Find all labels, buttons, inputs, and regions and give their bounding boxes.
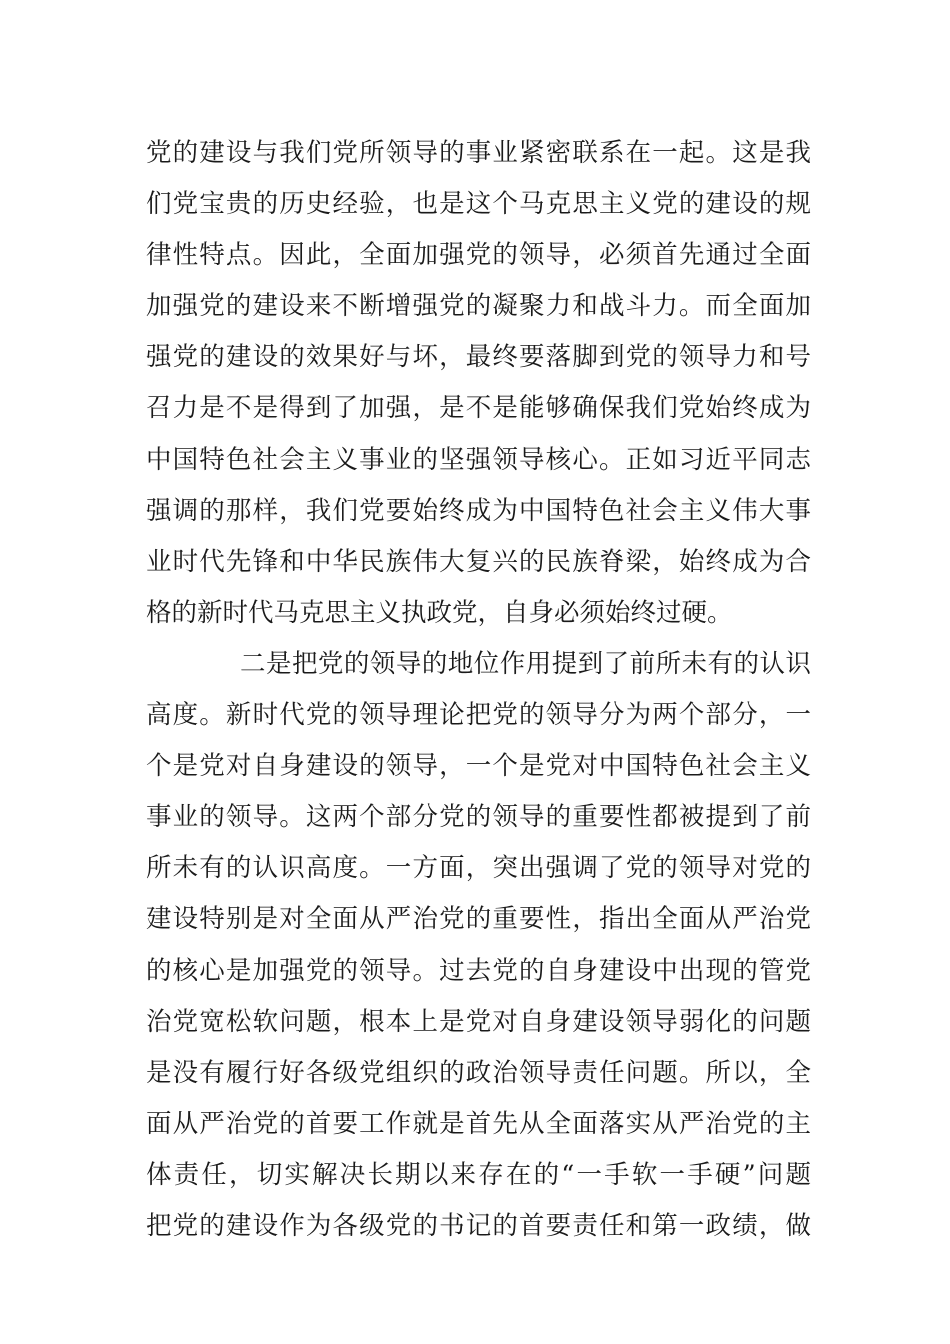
- text-line: 高度。新时代党的领导理论把党的领导分为两个部分，一: [146, 700, 811, 731]
- paragraph-first-line: 二是把党的领导的地位作用提到了前所未有的认识: [240, 648, 811, 679]
- text-line: 建设特别是对全面从严治党的重要性，指出全面从严治党: [146, 904, 811, 935]
- text-line: 治党宽松软问题，根本上是党对自身建设领导弱化的问题: [146, 1006, 811, 1037]
- text-line: 个是党对自身建设的领导，一个是党对中国特色社会主义: [146, 751, 811, 782]
- text-line: 召力是不是得到了加强，是不是能够确保我们党始终成为: [146, 393, 811, 424]
- text-line: 体责任，切实解决长期以来存在的“一手软一手硬”问题: [146, 1159, 811, 1190]
- text-line: 业时代先锋和中华民族伟大复兴的民族脊梁，始终成为合: [146, 546, 811, 577]
- text-line: 强党的建设的效果好与坏，最终要落脚到党的领导力和号: [146, 342, 811, 373]
- text-line: 把党的建设作为各级党的书记的首要责任和第一政绩，做: [146, 1210, 811, 1241]
- text-line: 们党宝贵的历史经验，也是这个马克思主义党的建设的规: [146, 189, 811, 220]
- text-line: 中国特色社会主义事业的坚强领导核心。正如习近平同志: [146, 444, 811, 475]
- text-line: 事业的领导。这两个部分党的领导的重要性都被提到了前: [146, 802, 811, 833]
- body-text: [146, 128, 811, 1252]
- text-line: 的核心是加强党的领导。过去党的自身建设中出现的管党: [146, 955, 811, 986]
- text-line: 面从严治党的首要工作就是首先从全面落实从严治党的主: [146, 1108, 811, 1139]
- text-line: 律性特点。因此，全面加强党的领导，必须首先通过全面: [146, 240, 811, 271]
- text-line: 是没有履行好各级党组织的政治领导责任问题。所以，全: [146, 1057, 811, 1088]
- text-line: 党的建设与我们党所领导的事业紧密联系在一起。这是我: [146, 138, 811, 168]
- text-line: 所未有的认识高度。一方面，突出强调了党的领导对党的: [146, 853, 811, 884]
- text-line: 格的新时代马克思主义执政党，自身必须始终过硬。: [146, 597, 733, 628]
- text-line: 强调的那样，我们党要始终成为中国特色社会主义伟大事: [146, 495, 811, 526]
- text-line: 加强党的建设来不断增强党的凝聚力和战斗力。而全面加: [146, 291, 811, 322]
